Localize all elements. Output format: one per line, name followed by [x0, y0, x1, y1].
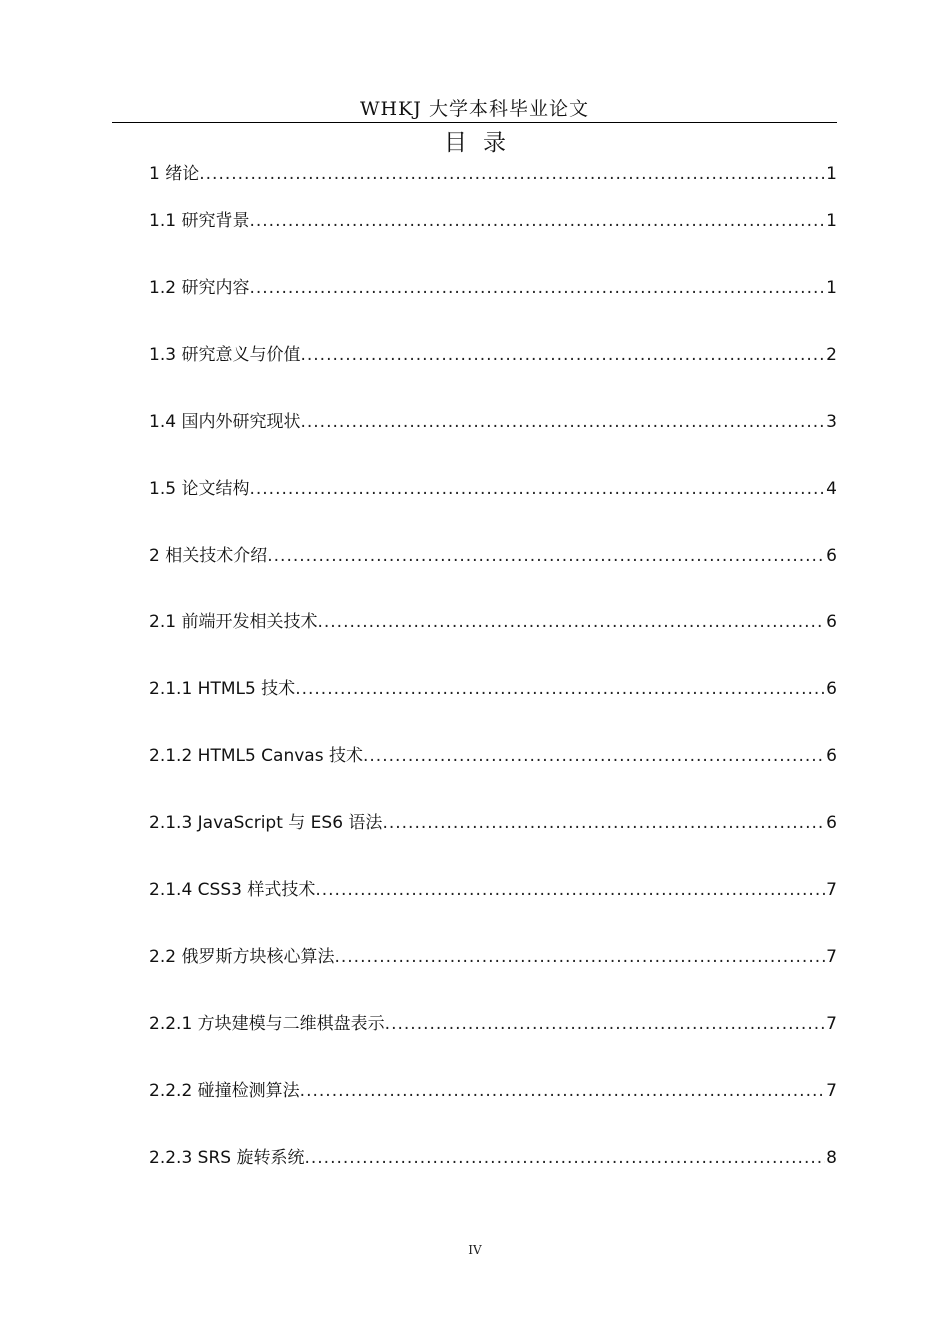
- toc-leader-dots: [317, 610, 825, 634]
- toc-leader-dots: [300, 410, 825, 434]
- toc-entry-label: 2.2.2 碰撞检测算法: [149, 1081, 300, 1101]
- toc-entry-page: 6: [826, 679, 837, 699]
- toc-leader-dots: [267, 544, 825, 568]
- toc-entry[interactable]: [149, 1079, 837, 1103]
- toc-entry-page: 6: [826, 612, 837, 632]
- page-number: IV: [468, 1243, 482, 1257]
- toc-entry[interactable]: [149, 945, 837, 969]
- toc-leader-dots: [300, 343, 825, 367]
- toc-entry-label: 2.1.2 HTML5 Canvas 技术: [149, 746, 363, 766]
- toc-entry-page: 3: [826, 412, 837, 432]
- toc-entry-label: 2.2 俄罗斯方块核心算法: [149, 947, 335, 967]
- toc-entry[interactable]: [149, 276, 837, 300]
- page-header: [112, 92, 837, 123]
- toc-entry[interactable]: [149, 1146, 837, 1170]
- toc-entry-label: 1 绪论: [149, 164, 200, 184]
- toc-entry-label: 2.2.1 方块建模与二维棋盘表示: [149, 1014, 385, 1034]
- toc-leader-dots: [199, 162, 825, 186]
- toc-entry-label: 2.1.3 JavaScript 与 ES6 语法: [149, 813, 383, 833]
- toc-leader-dots: [385, 1012, 826, 1036]
- toc-leader-dots: [295, 677, 825, 701]
- toc-entry-label: 1.3 研究意义与价值: [149, 345, 301, 365]
- toc-leader-dots: [249, 477, 825, 501]
- toc-entry-page: 1: [826, 164, 837, 184]
- toc-entry-page: 1: [826, 211, 837, 231]
- toc-entry-page: 6: [826, 746, 837, 766]
- toc-leader-dots: [382, 811, 825, 835]
- toc-entry-label: 2 相关技术介绍: [149, 546, 268, 566]
- toc-entry-label: 2.1.1 HTML5 技术: [149, 679, 296, 699]
- toc-entry-label: 2.1 前端开发相关技术: [149, 612, 318, 632]
- toc-entry-label: 2.2.3 SRS 旋转系统: [149, 1148, 305, 1168]
- toc-entry[interactable]: [149, 878, 837, 902]
- toc-leader-dots: [249, 276, 825, 300]
- toc-entry[interactable]: [149, 162, 837, 186]
- toc-entry[interactable]: [149, 343, 837, 367]
- toc-entry-page: 4: [826, 479, 837, 499]
- toc-title: 目录: [444, 130, 522, 156]
- toc-entry-page: 7: [826, 880, 837, 900]
- toc-entry[interactable]: [149, 744, 837, 768]
- toc-entry[interactable]: [149, 610, 837, 634]
- toc-entry-page: 7: [826, 1081, 837, 1101]
- toc-entry-label: 1.4 国内外研究现状: [149, 412, 301, 432]
- toc-entry-label: 2.1.4 CSS3 样式技术: [149, 880, 316, 900]
- toc-entry-page: 8: [826, 1148, 837, 1168]
- toc-entry[interactable]: [149, 1012, 837, 1036]
- toc-entry[interactable]: [149, 477, 837, 501]
- toc-leader-dots: [363, 744, 825, 768]
- toc-entry-label: 1.1 研究背景: [149, 211, 250, 231]
- toc-entry-label: 1.2 研究内容: [149, 278, 250, 298]
- toc-entry-label: 1.5 论文结构: [149, 479, 250, 499]
- toc-entry-page: 6: [826, 813, 837, 833]
- toc-entry-page: 1: [826, 278, 837, 298]
- toc-entry-page: 7: [826, 1014, 837, 1034]
- toc-entry[interactable]: [149, 209, 837, 233]
- toc-leader-dots: [334, 945, 825, 969]
- toc-entry-page: 7: [826, 947, 837, 967]
- toc-leader-dots: [304, 1146, 825, 1170]
- toc-leader-dots: [300, 1079, 826, 1103]
- toc-entry[interactable]: [149, 677, 837, 701]
- toc-leader-dots: [249, 209, 825, 233]
- toc-entry-page: 6: [826, 546, 837, 566]
- toc-entry-page: 2: [826, 345, 837, 365]
- toc-entry[interactable]: [149, 410, 837, 434]
- header-title: WHKJ 大学本科毕业论文: [360, 98, 589, 120]
- toc-entry[interactable]: [149, 811, 837, 835]
- toc-entry[interactable]: [149, 544, 837, 568]
- toc-leader-dots: [315, 878, 825, 902]
